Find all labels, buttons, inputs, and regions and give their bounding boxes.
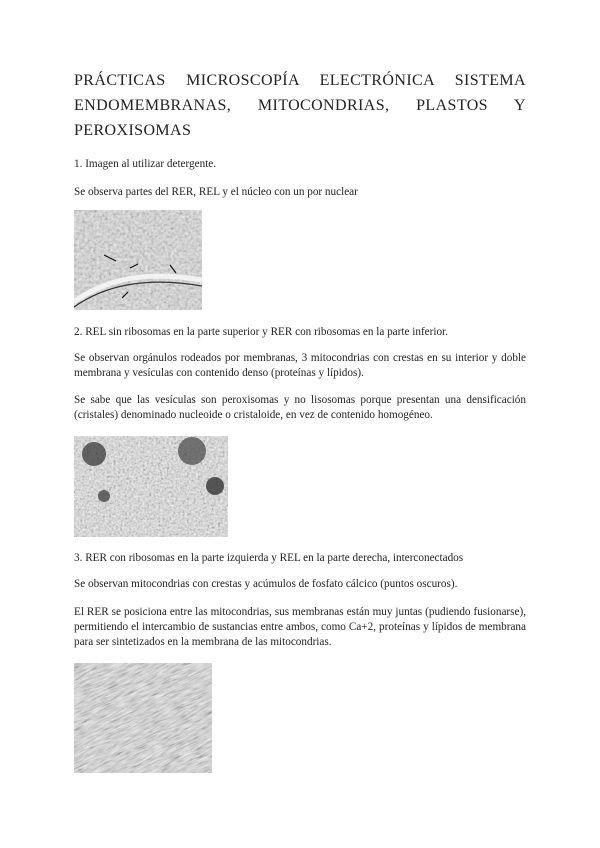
document-title	[74, 68, 526, 143]
micrograph-2	[74, 436, 228, 537]
section-1-paragraph: Se observa partes del RER, REL y el núcleo con un por nuclear	[74, 186, 358, 198]
section-2-heading: 2. REL sin ribosomas en la parte superior y RER con ribosomas en la parte inferior.	[74, 326, 448, 338]
micrograph-3	[74, 663, 212, 773]
title-line: ENDOMEMBRANAS, MITOCONDRIAS, PLASTOS Y	[74, 97, 526, 114]
section-2-paragraph: Se sabe que las vesículas son peroxisomas y no lisosomas porque presentan una densificación (cristales) denominado nucleoide o cristaloide, en vez de contenido homogéneo.	[74, 394, 526, 421]
section-3-paragraph: Se observan mitocondrias con crestas y acúmulos de fosfato cálcico (puntos oscuros).	[74, 578, 458, 590]
title-line: PRÁCTICAS MICROSCOPÍA ELECTRÓNICA SISTEMA	[74, 72, 526, 89]
micrograph-1	[74, 210, 202, 310]
section-3-paragraph: El RER se posiciona entre las mitocondrias, sus membranas están muy juntas (pudiendo fusionarse), permitiendo el intercambio de sustancias entre ambos, como Ca+2, proteínas y lípidos de membrana para ser sintetizados en la membrana de las mitocondrias.	[74, 606, 526, 648]
section-1-heading: 1. Imagen al utilizar detergente.	[74, 158, 217, 170]
section-2-paragraph: Se observan orgánulos rodeados por membranas, 3 mitocondrias con crestas en su interior y doble membrana y vesículas con contenido denso (proteínas y lípidos).	[74, 352, 526, 379]
title-line: PEROXISOMAS	[74, 122, 192, 139]
section-3-heading: 3. RER con ribosomas en la parte izquierda y REL en la parte derecha, interconectados	[74, 552, 464, 564]
